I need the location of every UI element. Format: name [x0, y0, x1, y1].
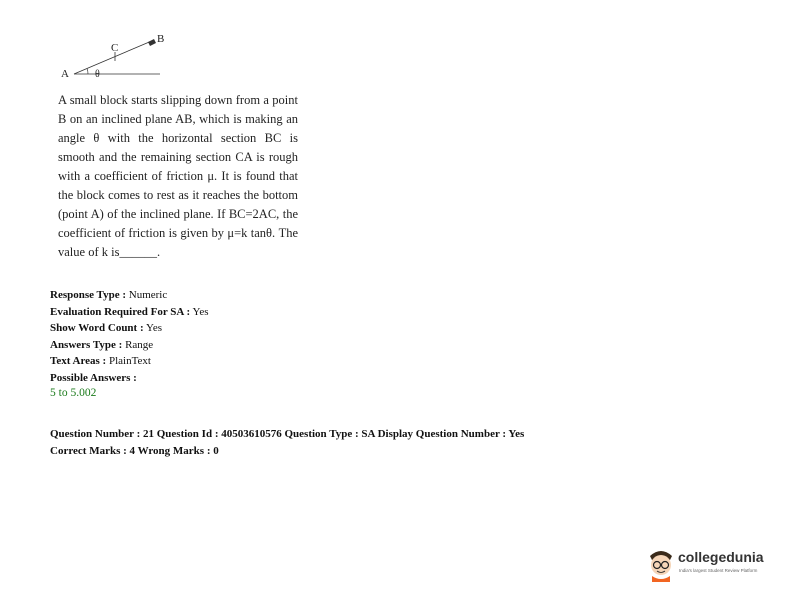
point-a-label: A	[61, 68, 69, 80]
text-areas-value: PlainText	[108, 355, 151, 367]
block-shape	[148, 39, 156, 46]
collegedunia-logo	[646, 546, 786, 586]
question-text	[58, 91, 298, 262]
response-metadata	[50, 287, 209, 386]
answers-type-row	[50, 337, 209, 354]
possible-answer-value: 5 to 5.002	[50, 387, 97, 399]
answers-type-value: Range	[125, 338, 154, 351]
possible-answers-row	[50, 370, 209, 387]
point-b-label: B	[157, 33, 165, 45]
logo-wordmark: collegedunia	[678, 549, 764, 565]
question-paragraph: A small block starts slipping down from a point B on an inclined plane AB, which is making an angle θ with the horizontal section BC is smooth and the remaining section CA is rough with a coefficient of friction μ. It is found that the block comes to rest as it reaches the bottom (point A) of the inclined plane. If BC=2AC, the coefficient of friction is given by μ=k tanθ. The value of k is______.	[58, 93, 298, 259]
evaluation-label: Evaluation Required For SA :	[50, 305, 191, 318]
response-type-row	[50, 287, 209, 304]
point-c-label: C	[111, 42, 119, 54]
evaluation-value: Yes	[192, 305, 209, 318]
response-type-label: Response Type :	[50, 289, 126, 301]
text-areas-label: Text Areas :	[50, 355, 107, 367]
next-question-info	[50, 426, 524, 460]
evaluation-row	[50, 304, 209, 321]
angle-arc	[87, 69, 88, 75]
marks-line: Correct Marks : 4 Wrong Marks : 0	[50, 445, 219, 457]
answers-type-label: Answers Type :	[50, 338, 123, 351]
word-count-value: Yes	[145, 322, 162, 334]
angle-label: θ	[95, 69, 100, 80]
word-count-label: Show Word Count :	[50, 322, 144, 334]
word-count-row	[50, 320, 209, 337]
possible-answers-label: Possible Answers :	[50, 371, 137, 384]
text-areas-row	[50, 353, 209, 370]
logo-tagline: India's largest Student Review Platform	[679, 568, 758, 573]
response-type-value: Numeric	[128, 289, 168, 301]
mascot-icon	[646, 546, 676, 582]
question-header-line: Question Number : 21 Question Id : 40503610576 Question Type : SA Display Question Number : Yes	[50, 428, 525, 440]
inclined-plane-diagram	[58, 30, 168, 82]
